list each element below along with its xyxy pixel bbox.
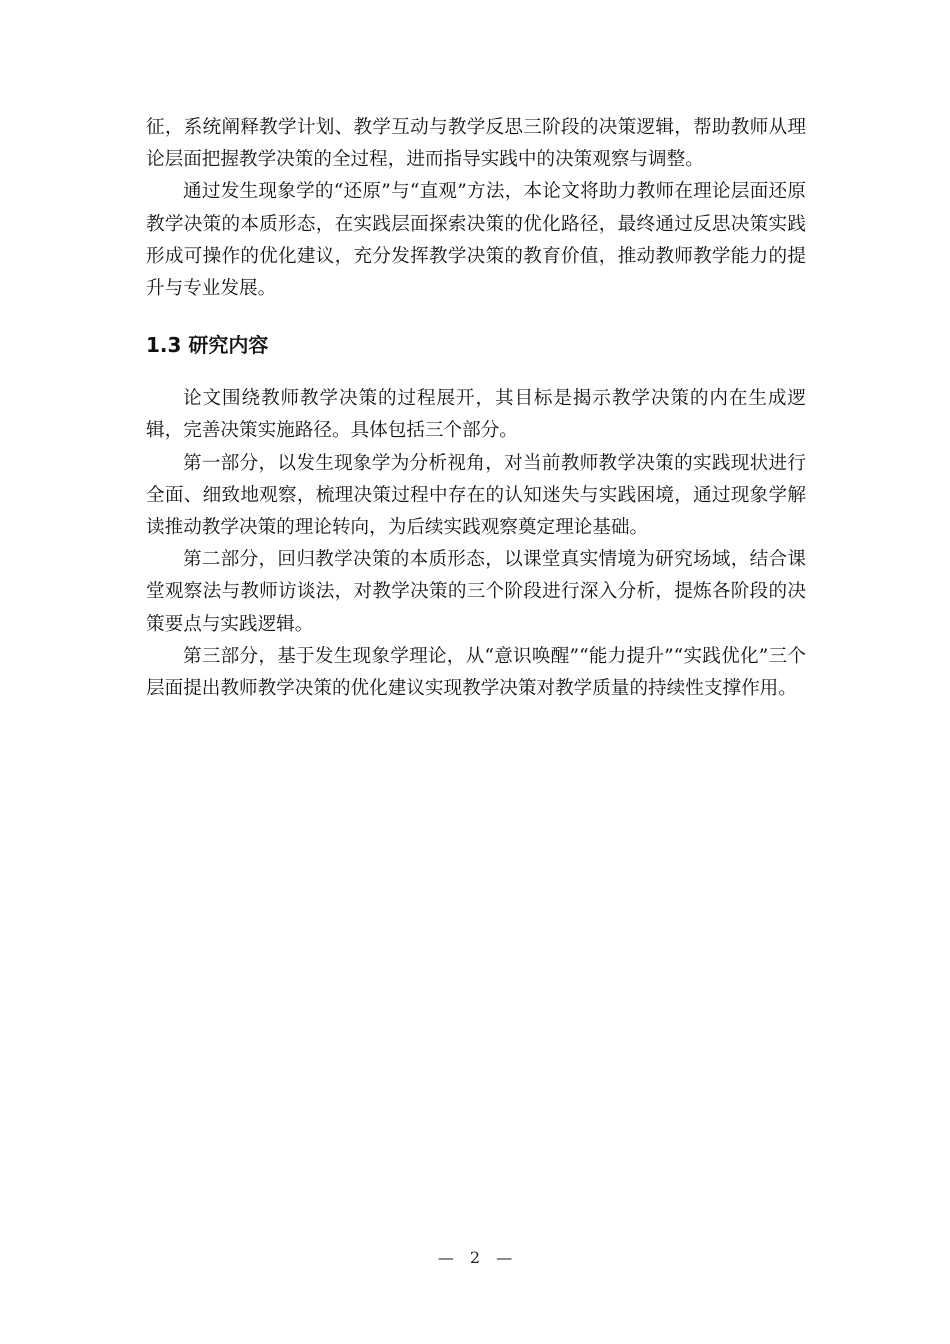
paragraph-part-two: 第二部分，回归教学决策的本质形态，以课堂真实情境为研究场域，结合课堂观察法与教师访谈法，对教学决策的三个阶段进行深入分析，提炼各阶段的决策要点与实践逻辑。 — [146, 549, 806, 635]
paragraph-method: 通过发生现象学的“还原”与“直观”方法，本论文将助力教师在理论层面还原教学决策的本质形态，在实践层面探索决策的优化路径，最终通过反思决策实践形成可操作的优化建议，充分发挥教学决策的教育价值，推动教师教学能力的提升与专业发展。 — [146, 181, 806, 300]
footer-dash-left: — — [437, 1248, 454, 1267]
paragraph-part-three: 第三部分，基于发生现象学理论，从“意识唤醒”“能力提升”“实践优化”三个层面提出教师教学决策的优化建议实现教学决策对教学质量的持续性支撑作用。 — [146, 645, 806, 700]
footer-dash-right: — — [496, 1248, 513, 1267]
page-content — [146, 112, 806, 705]
page-footer — [0, 1246, 950, 1270]
paragraph-continued: 征，系统阐释教学计划、教学互动与教学反思三阶段的决策逻辑，帮助教师从理论层面把握教学决策的全过程，进而指导实践中的决策观察与调整。 — [146, 117, 806, 171]
paragraph-overview: 论文围绕教师教学决策的过程展开，其目标是揭示教学决策的内在生成逻辑，完善决策实施路径。具体包括三个部分。 — [146, 388, 806, 442]
paragraph-part-one: 第一部分，以发生现象学为分析视角，对当前教师教学决策的实践现状进行全面、细致地观察，梳理决策过程中存在的认知迷失与实践困境，通过现象学解读推动教学决策的理论转向，为后续实践观察奠定理论基础。 — [146, 452, 806, 539]
section-heading: 1.3 研究内容 — [146, 333, 269, 358]
page-number: 2 — [469, 1248, 481, 1267]
